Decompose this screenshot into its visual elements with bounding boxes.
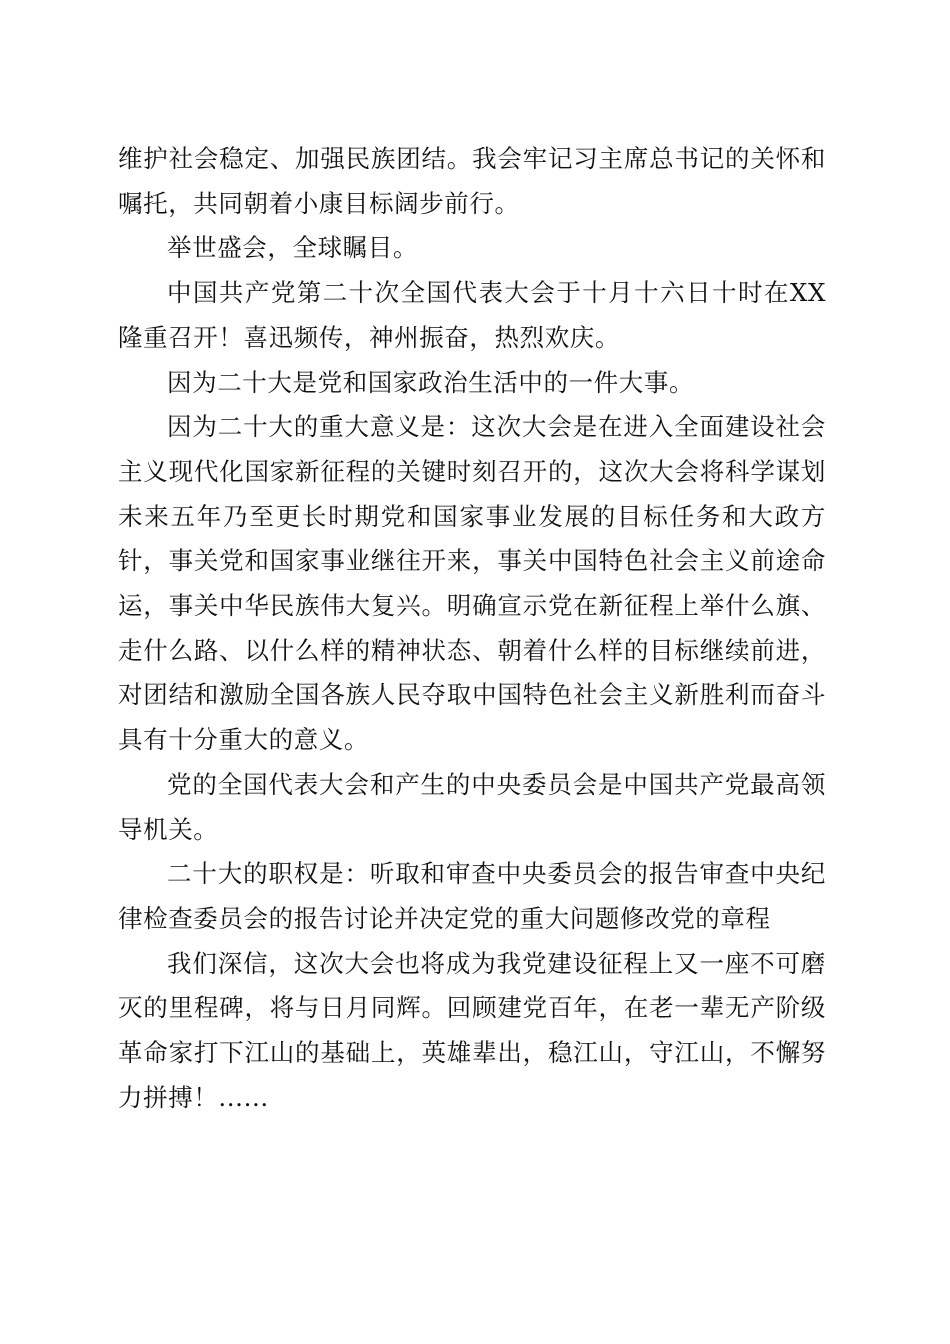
- paragraph-7: 二十大的职权是：听取和审查中央委员会的报告审查中央纪律检查委员会的报告讨论并决定党的重大问题修改党的章程: [118, 859, 826, 933]
- paragraph-3: 中国共产党第二十次全国代表大会于十月十六日十时在XX隆重召开！喜迅频传，神州振奋，热烈欢庆。: [118, 278, 826, 352]
- paragraph-4: 因为二十大是党和国家政治生活中的一件大事。: [167, 367, 695, 397]
- document-body: [118, 137, 826, 1120]
- paragraph-2: 举世盛会，全球瞩目。: [167, 233, 418, 263]
- paragraph-1: 维护社会稳定、加强民族团结。我会牢记习主席总书记的关怀和嘱托，共同朝着小康目标阔步前行。: [118, 144, 826, 218]
- paragraph-5: 因为二十大的重大意义是：这次大会是在进入全面建设社会主义现代化国家新征程的关键时刻召开的，这次大会将科学谋划未来五年乃至更长时期党和国家事业发展的目标任务和大政方针，事关党和国家事业继往开来，事关中国特色社会主义前途命运，事关中华民族伟大复兴。明确宣示党在新征程上举什么旗、走什么路、以什么样的精神状态、朝着什么样的目标继续前进，对团结和激励全国各族人民夺取中国特色社会主义新胜利而奋斗具有十分重大的意义。: [118, 412, 826, 755]
- paragraph-8: 我们深信，这次大会也将成为我党建设征程上又一座不可磨灭的里程碑，将与日月同辉。回顾建党百年，在老一辈无产阶级革命家打下江山的基础上，英雄辈出，稳江山，守江山，不懈努力拼搏！......: [118, 948, 826, 1112]
- paragraph-6: 党的全国代表大会和产生的中央委员会是中国共产党最高领导机关。: [118, 769, 826, 844]
